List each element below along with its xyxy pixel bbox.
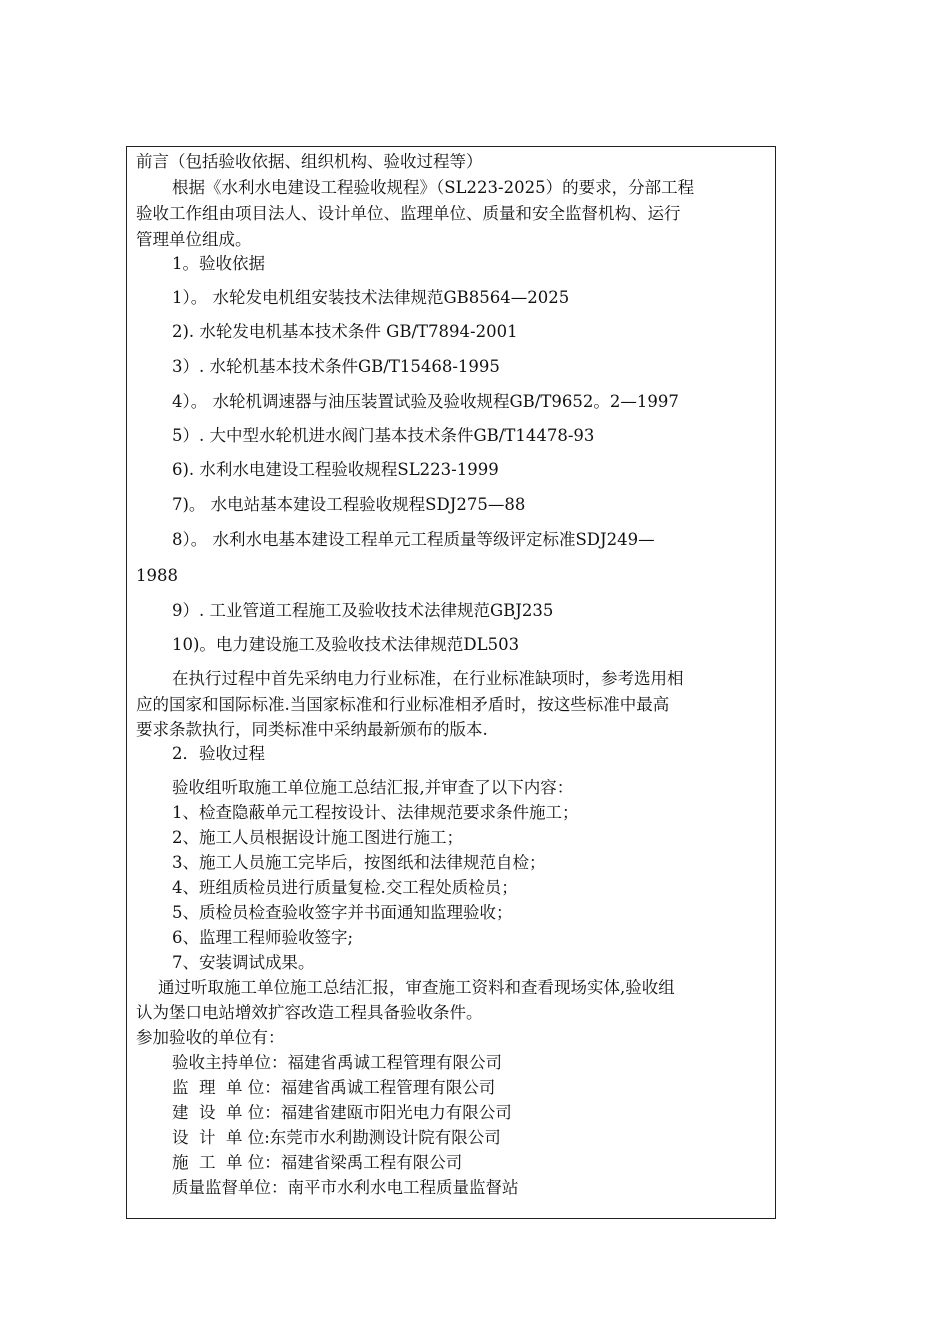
- process-item: 2、施工人员根据设计施工图进行施工；: [172, 828, 463, 847]
- participant-row: 监 理 单 位：福建省禹诚工程管理有限公司: [172, 1078, 496, 1097]
- intro-line: 管理单位组成。: [136, 230, 252, 249]
- process-item: 3、施工人员施工完毕后，按图纸和法律规范自检；: [172, 853, 546, 872]
- process-item: 1、检查隐蔽单元工程按设计、法律规范要求条件施工；: [172, 803, 579, 822]
- participant-row: 施 工 单 位：福建省梁禹工程有限公司: [172, 1153, 463, 1172]
- reference-item-continuation: 1988: [136, 566, 178, 585]
- standards-line: 在执行过程中首先采纳电力行业标准，在行业标准缺项时，参考选用相: [172, 669, 684, 688]
- standards-line: 应的国家和国际标准.当国家标准和行业标准相矛盾时，按这些标准中最高: [136, 695, 670, 714]
- participant-row: 建 设 单 位：福建省建瓯市阳光电力有限公司: [172, 1103, 512, 1122]
- reference-item: 5）. 大中型水轮机进水阀门基本技术条件GB/T14478-93: [172, 426, 595, 445]
- intro-line: 验收工作组由项目法人、设计单位、监理单位、质量和安全监督机构、运行: [136, 204, 681, 223]
- section-title: 1。验收依据: [172, 254, 265, 273]
- process-item: 5、质检员检查验收签字并书面通知监理验收；: [172, 903, 513, 922]
- reference-item: 4）。 水轮机调速器与油压装置试验及验收规程GB/T9652。2—1997: [172, 392, 679, 411]
- section-title: 2．验收过程: [172, 744, 265, 763]
- process-intro: 验收组听取施工单位施工总结汇报,并审查了以下内容：: [172, 778, 574, 797]
- reference-item: 1）。 水轮发电机组安装技术法律规范GB8564—2025: [172, 288, 570, 307]
- process-item: 4、班组质检员进行质量复检.交工程处质检员；: [172, 878, 518, 897]
- reference-item: 8）。 水利水电基本建设工程单元工程质量等级评定标准SDJ249—: [172, 530, 655, 549]
- reference-item: 2). 水轮发电机基本技术条件 GB/T7894-2001: [172, 322, 518, 341]
- participant-row: 验收主持单位：福建省禹诚工程管理有限公司: [172, 1053, 502, 1072]
- intro-line: 根据《水利水电建设工程验收规程》（SL223-2025）的要求，分部工程: [172, 178, 695, 197]
- preface-heading: 前言（包括验收依据、组织机构、验收过程等）: [136, 152, 483, 171]
- standards-line: 要求条款执行，同类标准中采纳最新颁布的版本.: [136, 720, 488, 739]
- participant-row: 质量监督单位：南平市水利水电工程质量监督站: [172, 1178, 519, 1197]
- reference-item: 7)。 水电站基本建设工程验收规程SDJ275—88: [172, 495, 526, 514]
- conclusion-line: 通过听取施工单位施工总结汇报，审查施工资料和查看现场实体,验收组: [158, 978, 675, 997]
- reference-item: 9）. 工业管道工程施工及验收技术法律规范GBJ235: [172, 601, 554, 620]
- participants-heading: 参加验收的单位有：: [136, 1028, 285, 1047]
- reference-item: 10)。电力建设施工及验收技术法律规范DL503: [172, 635, 520, 654]
- reference-item: 3）. 水轮机基本技术条件GB/T15468-1995: [172, 357, 500, 376]
- process-item: 6、监理工程师验收签字;: [172, 928, 354, 947]
- conclusion-line: 认为堡口电站增效扩容改造工程具备验收条件。: [136, 1003, 483, 1022]
- process-item: 7、安装调试成果。: [172, 953, 315, 972]
- reference-item: 6). 水利水电建设工程验收规程SL223-1999: [172, 460, 499, 479]
- participant-row: 设 计 单 位:东莞市水利勘测设计院有限公司: [172, 1128, 501, 1147]
